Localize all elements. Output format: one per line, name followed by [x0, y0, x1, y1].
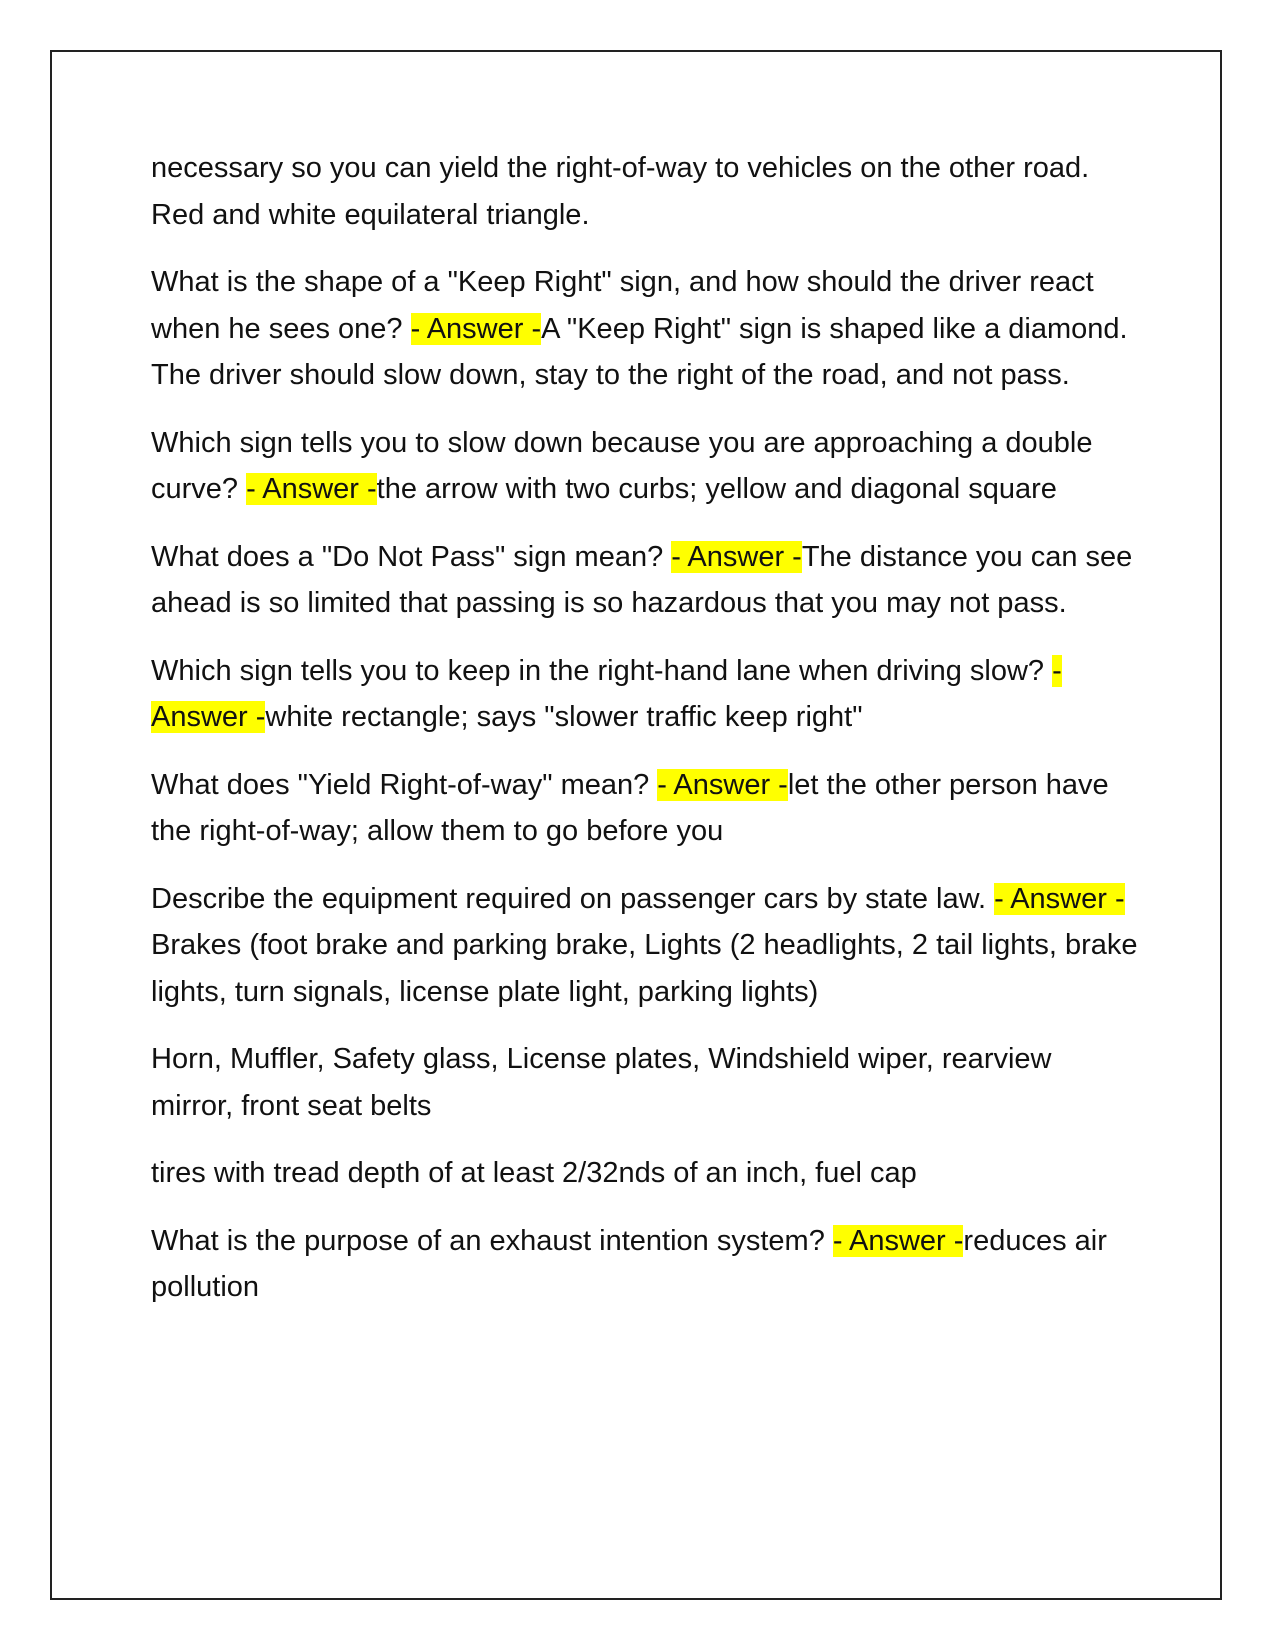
answer-text: the arrow with two curbs; yellow and diagonal square: [376, 473, 1057, 505]
question-text: What does a "Do Not Pass" sign mean?: [151, 540, 672, 573]
answer-marker: - Answer -: [671, 540, 802, 573]
answer-marker: - Answer -: [994, 882, 1125, 915]
paragraph-text: tires with tread depth of at least 2/32nds of an inch, fuel cap: [151, 1157, 917, 1189]
paragraph-equipment-continued: [151, 1036, 1141, 1129]
question-text: Which sign tells you to keep in the right-hand lane when driving slow?: [151, 654, 1053, 687]
answer-marker: - Answer -: [151, 654, 1062, 733]
qa-paragraph-yield: [151, 762, 1141, 855]
document-body: [151, 145, 1141, 1332]
question-text: Which sign tells you to slow down because you are approaching a double curve?: [151, 426, 1093, 505]
question-text: What is the purpose of an exhaust intention system?: [151, 1224, 833, 1257]
answer-text: white rectangle; says "slower traffic keep right": [265, 701, 863, 733]
paragraph-text: Horn, Muffler, Safety glass, License plates, Windshield wiper, rearview mirror, front seat belts: [151, 1043, 1052, 1122]
qa-paragraph-equipment: [151, 876, 1141, 1016]
answer-text: The distance you can see ahead is so limited that passing is so hazardous that you may not pass.: [151, 540, 1133, 619]
answer-text: let the other person have the right-of-way; allow them to go before you: [151, 768, 1109, 847]
question-text: Describe the equipment required on passenger cars by state law.: [151, 882, 995, 915]
qa-paragraph-exhaust: [151, 1218, 1141, 1311]
qa-paragraph-keep-right: [151, 259, 1141, 399]
qa-paragraph-do-not-pass: [151, 534, 1141, 627]
question-text: What does "Yield Right-of-way" mean?: [151, 768, 658, 801]
answer-marker: - Answer -: [832, 1224, 964, 1257]
answer-marker: - Answer -: [410, 312, 542, 345]
answer-marker: - Answer -: [657, 768, 788, 801]
paragraph-tires: [151, 1150, 1141, 1197]
paragraph-0: [151, 145, 1141, 238]
qa-paragraph-double-curve: [151, 420, 1141, 513]
answer-text: Brakes (foot brake and parking brake, Lights (2 headlights, 2 tail lights, brake lights, turn signals, license plate light, parking lights): [151, 929, 1138, 1008]
answer-text: reduces air pollution: [151, 1224, 1107, 1303]
question-text: What is the shape of a "Keep Right" sign, and how should the driver react when he sees one?: [151, 266, 1094, 345]
answer-text: A "Keep Right" sign is shaped like a diamond. The driver should slow down, stay to the right of the road, and not pass.: [151, 312, 1128, 391]
qa-paragraph-right-hand-lane: [151, 648, 1141, 741]
answer-marker: - Answer -: [246, 473, 377, 505]
paragraph-text: necessary so you can yield the right-of-way to vehicles on the other road. Red and white equilateral triangle.: [151, 152, 1090, 231]
